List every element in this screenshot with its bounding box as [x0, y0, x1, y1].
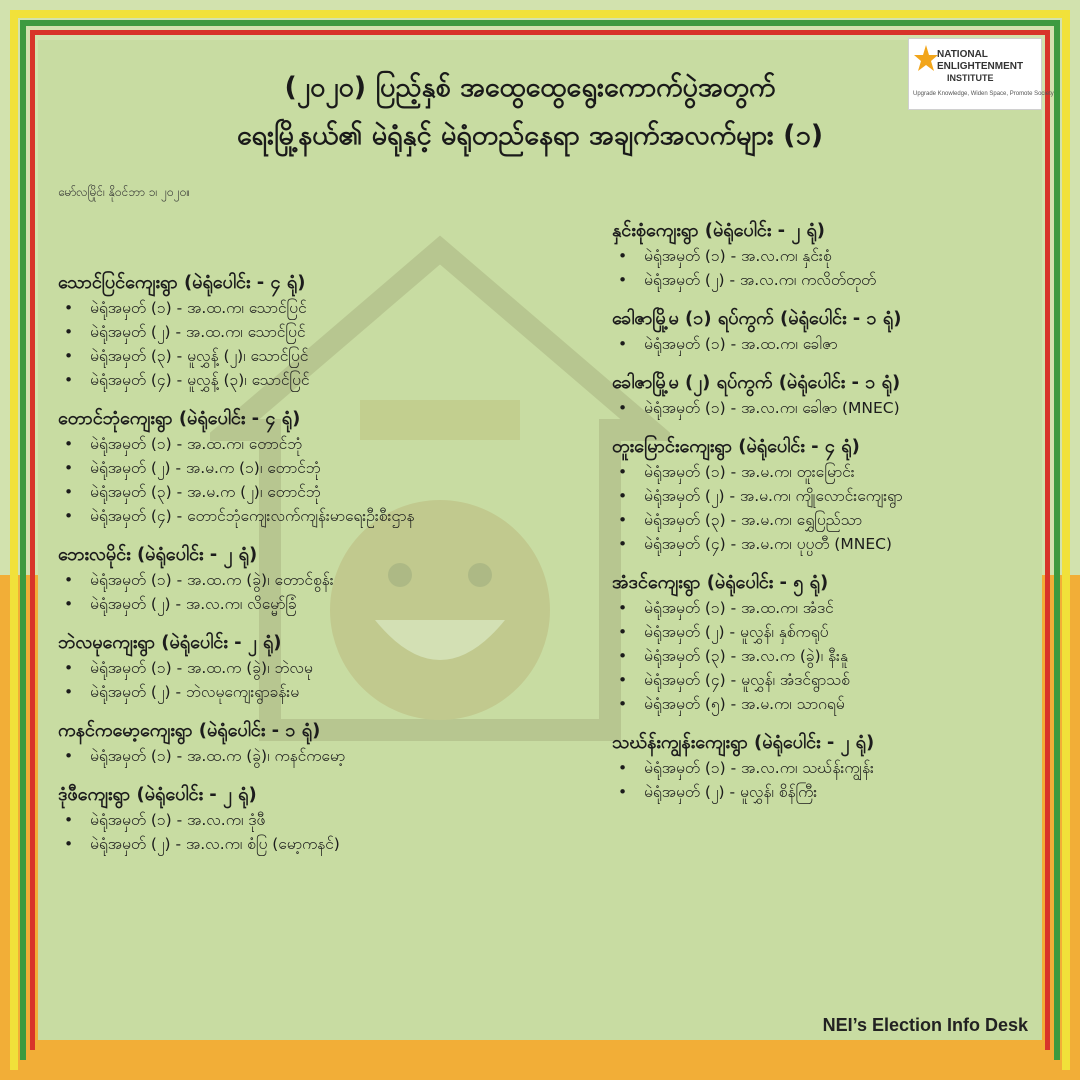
- polling-station-text: မဲရုံအမှတ် (၁) - အ.ထ.က၊ ခေါဇာ: [644, 335, 838, 353]
- village-section: [58, 630, 578, 704]
- bullet-icon: •: [64, 347, 74, 365]
- polling-station-item: [612, 756, 1052, 780]
- polling-station-item: [612, 532, 1052, 556]
- village-section: [58, 542, 578, 616]
- polling-station-item: [612, 692, 1052, 716]
- polling-station-text: မဲရုံအမှတ် (၂) - ဘဲလမုကျေးရွာခန်းမ: [90, 683, 300, 701]
- bullet-icon: •: [64, 571, 74, 589]
- polling-station-item: [612, 396, 1052, 420]
- polling-station-text: မဲရုံအမှတ် (၅) - အ.မ.က၊ သာဂရမ်: [644, 695, 845, 713]
- polling-station-text: မဲရုံအမှတ် (၁) - အ.ထ.က (ခွဲ)၊ ဘဲလမု: [90, 659, 313, 677]
- bullet-icon: •: [64, 371, 74, 389]
- bullet-icon: •: [64, 747, 74, 765]
- bullet-icon: •: [64, 299, 74, 317]
- village-section: [612, 218, 1052, 292]
- polling-station-item: [612, 484, 1052, 508]
- polling-station-text: မဲရုံအမှတ် (၂) - အ.လ.က၊ စံပြ (မော့ကနင်): [90, 835, 340, 853]
- polling-station-item: [58, 320, 578, 344]
- section-title: ဘေးလမိုင်း (မဲရုံပေါင်း - ၂ ရုံ): [58, 544, 258, 565]
- section-title: နှင်းစုံကျေးရွာ (မဲရုံပေါင်း - ၂ ရုံ): [612, 220, 826, 241]
- polling-station-item: [58, 344, 578, 368]
- polling-station-text: မဲရုံအမှတ် (၁) - အ.ထ.က၊ တောင်ဘုံ: [90, 435, 303, 453]
- polling-station-item: [612, 668, 1052, 692]
- polling-station-item: [58, 656, 578, 680]
- polling-station-text: မဲရုံအမှတ် (၁) - အ.ထ.က (ခွဲ)၊ တောင်စွန်း: [90, 571, 334, 589]
- logo-line3: INSTITUTE: [947, 73, 994, 83]
- bullet-icon: •: [618, 535, 628, 553]
- polling-station-text: မဲရုံအမှတ် (၄) - တောင်ဘုံကျေးလက်ကျန်းမာရေးဦးစီးဌာန: [90, 507, 415, 525]
- bullet-icon: •: [618, 335, 628, 353]
- bullet-icon: •: [64, 507, 74, 525]
- section-title: ခေါဇာမြို့မ (၁) ရပ်ကွက် (မဲရုံပေါင်း - ၁ ရုံ): [612, 308, 902, 329]
- bullet-icon: •: [618, 623, 628, 641]
- polling-station-text: မဲရုံအမှတ် (၄) - မူလွှန့် (၃)၊ သောင်ပြင်: [90, 371, 310, 389]
- polling-station-item: [58, 296, 578, 320]
- bullet-icon: •: [618, 647, 628, 665]
- section-title: တောင်ဘုံကျေးရွာ (မဲရုံပေါင်း - ၄ ရုံ): [58, 408, 301, 429]
- nei-logo: [908, 38, 1054, 110]
- logo-line1: NATIONAL: [937, 49, 988, 60]
- bullet-icon: •: [618, 247, 628, 265]
- page-title-line1: (၂၀၂၀) ပြည့်နှစ် အထွေထွေရွေးကောက်ပွဲအတွက်: [284, 72, 776, 103]
- village-section: [58, 782, 578, 856]
- polling-station-text: မဲရုံအမှတ် (၁) - အ.မ.က၊ တူးမြောင်း: [644, 463, 855, 481]
- polling-station-item: [58, 456, 578, 480]
- bullet-icon: •: [64, 323, 74, 341]
- polling-station-item: [58, 432, 578, 456]
- polling-station-item: [612, 620, 1052, 644]
- polling-station-text: မဲရုံအမှတ် (၂) - အ.မ.က၊ ကျိုလောင်းကျေးရွာ: [644, 487, 903, 505]
- village-section: [58, 270, 578, 392]
- polling-station-text: မဲရုံအမှတ် (၁) - အ.လ.က၊ သဃ်န်းကျွန်း: [644, 759, 874, 777]
- polling-station-text: မဲရုံအမှတ် (၂) - အ.လ.က၊ လိမ္မော်ခြံ: [90, 595, 297, 613]
- polling-station-item: [58, 568, 578, 592]
- polling-station-item: [612, 268, 1052, 292]
- logo-line2: ENLIGHTENMENT: [937, 61, 1024, 72]
- section-title: တူးမြောင်းကျေးရွာ (မဲရုံပေါင်း - ၄ ရုံ): [612, 436, 860, 457]
- polling-station-text: မဲရုံအမှတ် (၂) - အ.မ.က (၁)၊ တောင်ဘုံ: [90, 459, 321, 477]
- bullet-icon: •: [64, 835, 74, 853]
- polling-station-text: မဲရုံအမှတ် (၁) - အ.ထ.က၊ သောင်ပြင်: [90, 299, 307, 317]
- page-title-line2: ရေးမြို့နယ်၏ မဲရုံနှင့် မဲရုံတည်နေရာ အချက်အလက်များ (၁): [236, 120, 824, 151]
- polling-station-text: မဲရုံအမှတ် (၃) - မူလွှန့် (၂)၊ သောင်ပြင်: [90, 347, 309, 365]
- bullet-icon: •: [64, 459, 74, 477]
- section-title: သောင်ပြင်ကျေးရွာ (မဲရုံပေါင်း - ၄ ရုံ): [58, 272, 306, 293]
- polling-station-item: [58, 832, 578, 856]
- polling-station-text: မဲရုံအမှတ် (၂) - အ.လ.က၊ ကလိတ်တုတ်: [644, 271, 877, 289]
- bullet-icon: •: [618, 463, 628, 481]
- polling-station-text: မဲရုံအမှတ် (၂) - မူလွှန်၊ နှစ်ကရုပ်: [644, 623, 829, 641]
- polling-station-text: မဲရုံအမှတ် (၃) - အ.မ.က (၂)၊ တောင်ဘုံ: [90, 483, 321, 501]
- polling-station-text: မဲရုံအမှတ် (၄) - မူလွှန်၊ အံဒင်ရွာသစ်: [644, 671, 850, 689]
- left-column: [58, 270, 578, 870]
- star-icon: [913, 43, 939, 77]
- bullet-icon: •: [618, 783, 628, 801]
- polling-station-item: [58, 680, 578, 704]
- polling-station-text: မဲရုံအမှတ် (၃) - အ.လ.က (ခွဲ)၊ နီးနူ: [644, 647, 848, 665]
- polling-station-item: [612, 244, 1052, 268]
- bullet-icon: •: [64, 659, 74, 677]
- polling-station-item: [612, 332, 1052, 356]
- bullet-icon: •: [618, 599, 628, 617]
- bullet-icon: •: [64, 595, 74, 613]
- polling-station-text: မဲရုံအမှတ် (၂) - မူလွှန်၊ စိန်ကြီး: [644, 783, 818, 801]
- bullet-icon: •: [618, 271, 628, 289]
- footer-credit: NEI’s Election Info Desk: [822, 1015, 1028, 1035]
- polling-station-item: [612, 508, 1052, 532]
- polling-station-text: မဲရုံအမှတ် (၁) - အ.ထ.က၊ အံဒင်: [644, 599, 834, 617]
- polling-station-item: [58, 808, 578, 832]
- logo-tagline: Upgrade Knowledge, Widen Space, Promote Society: [913, 91, 1054, 97]
- polling-station-item: [58, 368, 578, 392]
- polling-station-item: [58, 592, 578, 616]
- bullet-icon: •: [64, 811, 74, 829]
- polling-station-item: [612, 644, 1052, 668]
- village-section: [612, 570, 1052, 716]
- village-section: [612, 306, 1052, 356]
- section-title: ဒုံဖီကျေးရွာ (မဲရုံပေါင်း - ၂ ရုံ): [58, 784, 257, 805]
- section-title: ခေါဇာမြို့မ (၂) ရပ်ကွက် (မဲရုံပေါင်း - ၁ ရုံ): [612, 372, 901, 393]
- section-title: ကနင်ကမော့ကျေးရွာ (မဲရုံပေါင်း - ၁ ရုံ): [58, 720, 321, 741]
- bullet-icon: •: [64, 435, 74, 453]
- village-section: [612, 434, 1052, 556]
- bullet-icon: •: [618, 487, 628, 505]
- polling-station-item: [58, 744, 578, 768]
- bullet-icon: •: [618, 695, 628, 713]
- polling-station-text: မဲရုံအမှတ် (၁) - အ.လ.က၊ ဒုံဖီ: [90, 811, 266, 829]
- section-title: အံဒင်ကျေးရွာ (မဲရုံပေါင်း - ၅ ရုံ): [612, 572, 829, 593]
- polling-station-item: [612, 780, 1052, 804]
- section-title: သဃ်န်းကျွန်းကျေးရွာ (မဲရုံပေါင်း - ၂ ရုံ): [612, 732, 875, 753]
- village-section: [612, 370, 1052, 420]
- village-section: [58, 718, 578, 768]
- polling-station-text: မဲရုံအမှတ် (၁) - အ.လ.က၊ ခေါဇာ (MNEC): [644, 399, 900, 417]
- bullet-icon: •: [618, 399, 628, 417]
- polling-station-text: မဲရုံအမှတ် (၄) - အ.မ.က၊ ပုပ္ပတီ (MNEC): [644, 535, 892, 553]
- polling-station-text: မဲရုံအမှတ် (၂) - အ.ထ.က၊ သောင်ပြင်: [90, 323, 306, 341]
- polling-station-item: [612, 596, 1052, 620]
- dateline: မော်လမြိုင်၊ နိုဝင်ဘာ ၁၊ ၂၀၂၀။: [58, 185, 191, 199]
- polling-station-text: မဲရုံအမှတ် (၃) - အ.မ.က၊ ရွှေပြည်သာ: [644, 511, 863, 529]
- polling-station-text: မဲရုံအမှတ် (၁) - အ.လ.က၊ နှင်းစုံ: [644, 247, 832, 265]
- village-section: [58, 406, 578, 528]
- polling-station-item: [58, 504, 578, 528]
- bullet-icon: •: [618, 511, 628, 529]
- bullet-icon: •: [618, 759, 628, 777]
- polling-station-item: [612, 460, 1052, 484]
- bullet-icon: •: [64, 483, 74, 501]
- village-section: [612, 730, 1052, 804]
- section-title: ဘဲလမုကျေးရွာ (မဲရုံပေါင်း - ၂ ရုံ): [58, 632, 282, 653]
- bullet-icon: •: [618, 671, 628, 689]
- polling-station-text: မဲရုံအမှတ် (၁) - အ.ထ.က (ခွဲ)၊ ကနင်ကမော့: [90, 747, 346, 765]
- right-column: [612, 218, 1052, 818]
- bullet-icon: •: [64, 683, 74, 701]
- polling-station-item: [58, 480, 578, 504]
